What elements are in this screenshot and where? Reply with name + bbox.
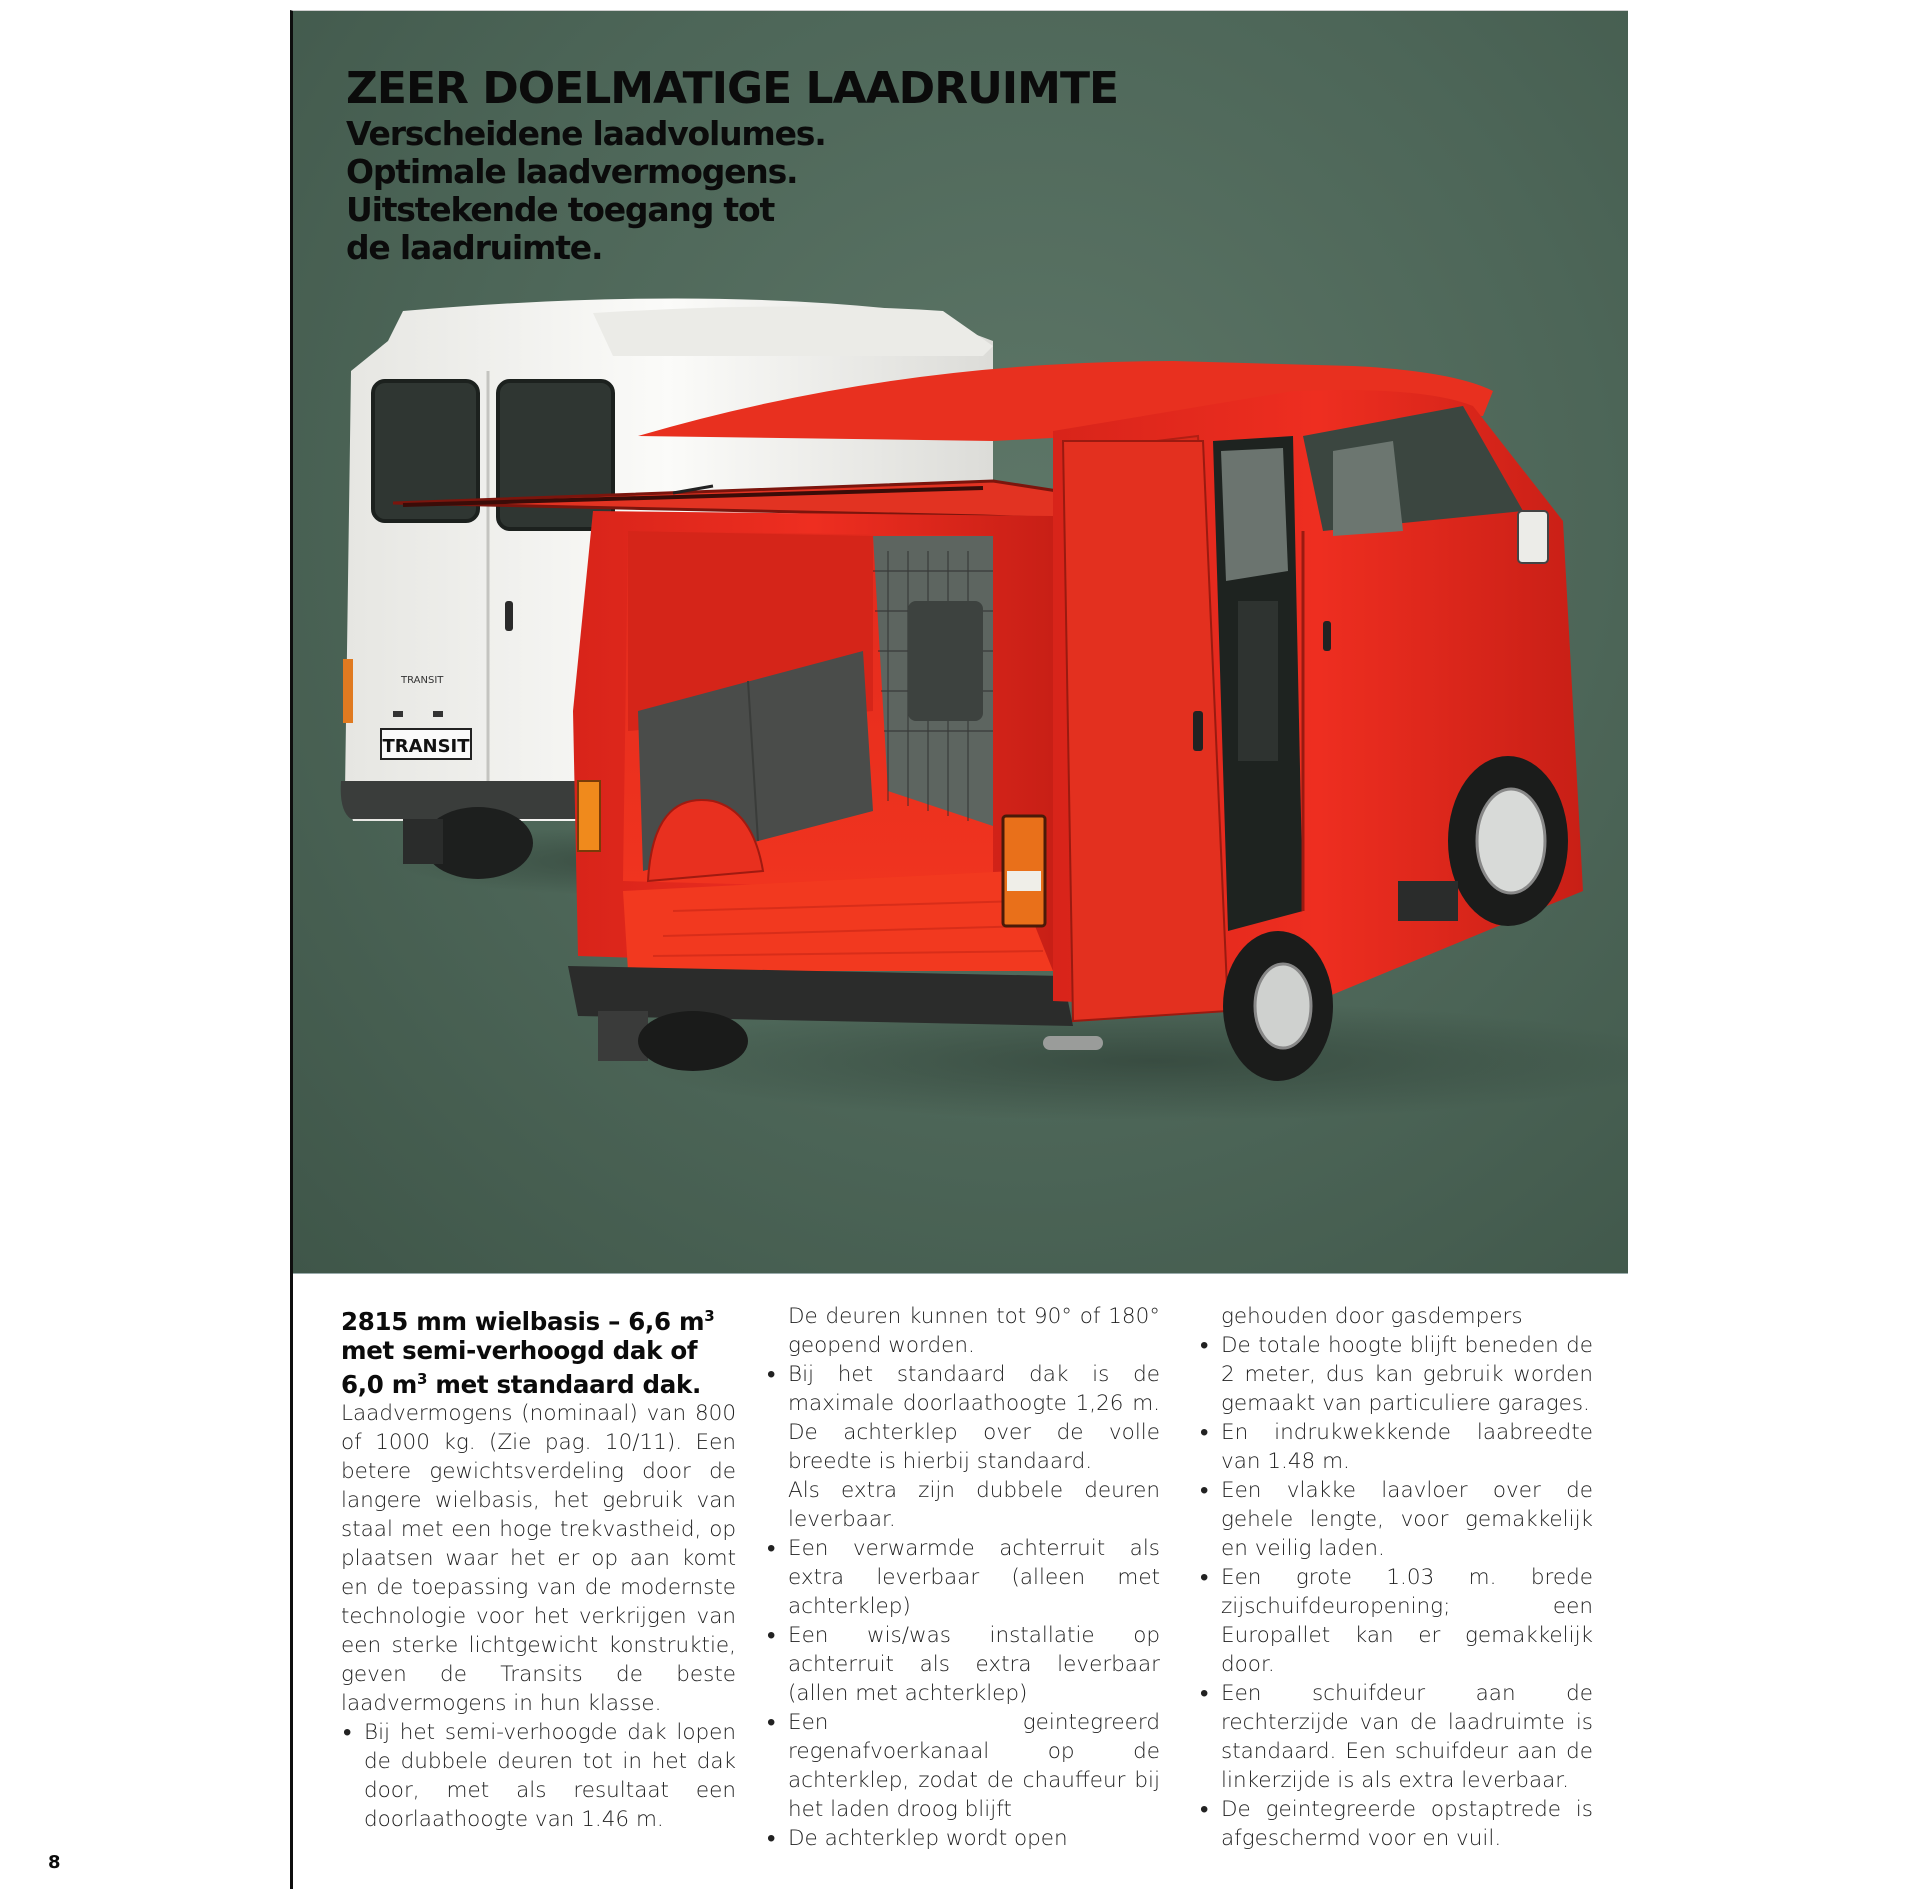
bullet-list — [765, 1534, 1160, 1853]
bullet-item: • Bij het semi-verhoogde dak lopen de dubbele deuren tot in het dak door, met als resultaat een doorlaathoogte van 1.46 m. — [341, 1718, 736, 1834]
text-column-1 — [341, 1302, 736, 1834]
headline-line: de laadruimte. — [346, 228, 603, 267]
heading-superscript: 3 — [704, 1307, 715, 1325]
brochure-page — [290, 10, 1628, 1889]
headline-title: ZEER DOELMATIGE LAADRUIMTE — [346, 63, 1119, 114]
page-number: 8 — [48, 1852, 61, 1873]
bullet-item: • Een wis/was installatie op achterruit als extra leverbaar (allen met achterklep) — [765, 1621, 1160, 1708]
heading-superscript: 3 — [416, 1370, 428, 1389]
heading-part: met semi-verhoogd dak of — [341, 1336, 698, 1366]
transit-badge: TRANSIT — [382, 736, 470, 757]
headline — [346, 63, 1118, 267]
transit-small-badge: TRANSIT — [401, 675, 444, 686]
bullet-item: • De totale hoogte blijft beneden de 2 meter, dus kan gebruik worden gemaakt van particuliere garages. — [1198, 1331, 1593, 1418]
bullet-item: • Bij het standaard dak is de maximale doorlaathoogte 1,26 m. De achterklep over de volle breedte is hierbij standaard. — [765, 1360, 1160, 1476]
headline-line: Optimale laadvermogens. — [346, 152, 798, 191]
heading-part: 2815 mm wielbasis – 6,6 m — [341, 1307, 705, 1337]
bullet-item: • Een grote 1.03 m. brede zijschuifdeuropening; een Europallet kan er gemakkelijk door. — [1198, 1563, 1593, 1679]
section-heading — [341, 1302, 736, 1399]
bullet-item: • En indrukwekkende laabreedte van 1.48 m. — [1198, 1418, 1593, 1476]
text-column-3 — [1198, 1302, 1593, 1853]
bullet-item: • De achterklep wordt open — [765, 1824, 1160, 1853]
continuation-text: Als extra zijn dubbele deuren leverbaar. — [788, 1478, 1160, 1532]
text-column-2 — [765, 1302, 1160, 1853]
heading-part: met standaard dak. — [427, 1370, 702, 1400]
bullet-list — [341, 1718, 736, 1834]
text-section — [293, 1273, 1628, 1890]
bullet-item: • Een schuifdeur aan de rechterzijde van de laadruimte is standaard. Een schuifdeur aan de linkerzijde is als extra leverbaar. — [1198, 1679, 1593, 1795]
body-paragraph: Laadvermogens (nominaal) van 800 of 1000 kg. (Zie pag. 10/11). Een betere gewichtsverdeling door de langere wielbasis, het gebruik van staal met een hoge trekvastheid, op plaatsen waar het er op aan komt en de toepassing van de modernste technologie voor het verkrijgen van een sterke lichtgewicht konstruktie, geven de Transits de beste laadvermogens in hun klasse. — [341, 1401, 736, 1717]
hero-photo — [293, 11, 1628, 1273]
headline-line: Verscheidene laadvolumes. — [346, 114, 826, 153]
bullet-item: • Een vlakke laavloer over de gehele lengte, voor gemakkelijk en veilig laden. — [1198, 1476, 1593, 1563]
continuation-text: De deuren kunnen tot 90° of 180° geopend worden. — [788, 1304, 1160, 1358]
headline-line: Uitstekende toegang tot — [346, 190, 775, 229]
bullet-item: • Een geintegreerd regenafvoerkanaal op de achterklep, zodat de chauffeur bij het laden droog blijft — [765, 1708, 1160, 1824]
bullet-item: • De geintegreerde opstaptrede is afgeschermd voor en vuil. — [1198, 1795, 1593, 1853]
heading-part: 6,0 m — [341, 1370, 417, 1400]
continuation-text: gehouden door gasdempers — [1221, 1304, 1523, 1329]
bullet-item: • Een verwarmde achterruit als extra leverbaar (alleen met achterklep) — [765, 1534, 1160, 1621]
bullet-list — [1198, 1331, 1593, 1853]
bullet-list — [765, 1360, 1160, 1476]
